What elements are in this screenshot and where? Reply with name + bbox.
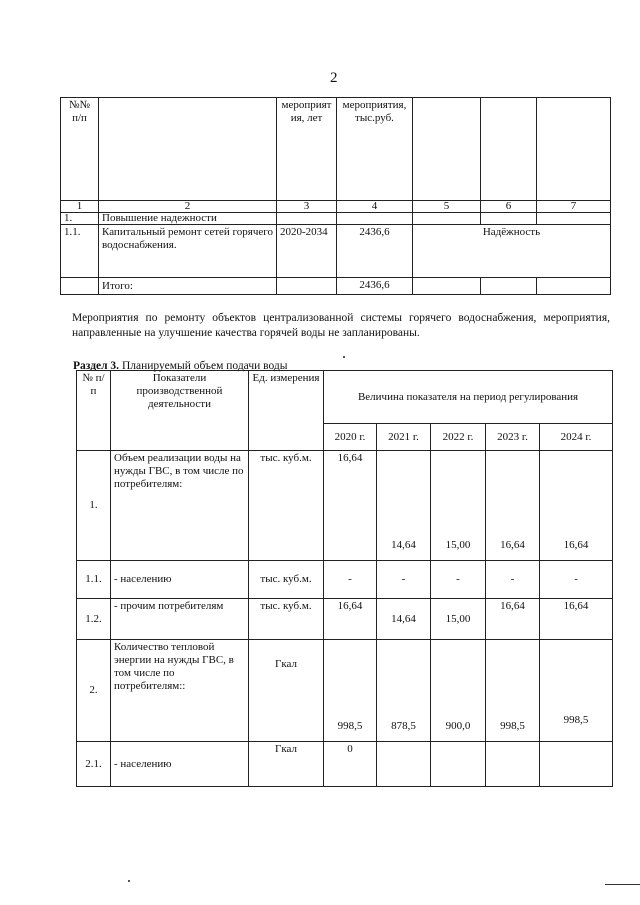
row-value: [431, 742, 486, 787]
table-row: [77, 742, 613, 787]
scan-speck: [343, 356, 345, 358]
total-cost: 2436,6: [337, 278, 413, 295]
row-value: -: [431, 561, 486, 599]
row-value: 998,5: [324, 640, 377, 742]
header-period: Величина показателя на период регулирования: [324, 371, 613, 424]
row-value: -: [486, 561, 540, 599]
row-cost: 2436,6: [337, 225, 413, 278]
row-value: -: [324, 561, 377, 599]
row-value: 878,5: [377, 640, 431, 742]
row-value: 16,64: [486, 451, 540, 561]
table-row: [77, 561, 613, 599]
row-value: [486, 742, 540, 787]
row-value: [540, 742, 613, 787]
table-row: [77, 451, 613, 561]
row-value: 16,64: [486, 599, 540, 640]
col-number: 5: [413, 201, 481, 213]
row-effect: Надёжность: [413, 225, 611, 278]
row-unit: тыс. куб.м.: [249, 561, 324, 599]
col-number: 4: [337, 201, 413, 213]
measures-table: [60, 97, 611, 295]
row-num: 1.: [61, 213, 99, 225]
col-number: 6: [481, 201, 537, 213]
row-unit: Гкал: [249, 640, 324, 742]
year-header: 2022 г.: [431, 424, 486, 451]
col-number: 2: [99, 201, 277, 213]
col-number: 1: [61, 201, 99, 213]
row-num: 1.: [77, 451, 111, 561]
row-name: - населению: [111, 561, 249, 599]
scan-edge-mark: [605, 884, 640, 885]
section-label: Раздел 3.: [73, 360, 120, 372]
table-row: [77, 640, 613, 742]
row-num: 2.: [77, 640, 111, 742]
row-value: 998,5: [486, 640, 540, 742]
row-num: 1.1.: [61, 225, 99, 278]
table-row: [77, 599, 613, 640]
year-header: 2023 г.: [486, 424, 540, 451]
scan-speck: [128, 880, 130, 882]
header-num: № п/п: [77, 371, 111, 451]
row-num: 2.1.: [77, 742, 111, 787]
row-value: 16,64: [540, 451, 613, 561]
paragraph-text: Мероприятия по ремонту объектов централизованной системы горячего водоснабжения, мероприятия, направленные на улучшение качества горячей воды не запланированы.: [72, 312, 610, 339]
row-unit: Гкал: [249, 742, 324, 787]
col-number: 7: [537, 201, 611, 213]
row-name: - прочим потребителям: [111, 599, 249, 640]
row-value: 15,00: [431, 599, 486, 640]
row-value: 0: [324, 742, 377, 787]
row-num: 1.1.: [77, 561, 111, 599]
row-name: - населению: [111, 742, 249, 787]
page-number: 2: [330, 70, 338, 86]
section-title: Планируемый объем подачи воды: [121, 360, 288, 372]
year-header: 2021 г.: [377, 424, 431, 451]
row-value: 14,64: [377, 451, 431, 561]
row-period: 2020-2034: [277, 225, 337, 278]
row-unit: тыс. куб.м.: [249, 451, 324, 561]
header-col7: [537, 98, 611, 201]
row-value: [377, 742, 431, 787]
row-name: Повышение надежности: [99, 213, 277, 225]
row-value: 15,00: [431, 451, 486, 561]
header-col6: [481, 98, 537, 201]
header-name: [99, 98, 277, 201]
header-col5: [413, 98, 481, 201]
header-indicator: Показатели производственной деятельности: [111, 371, 249, 451]
year-header: 2020 г.: [324, 424, 377, 451]
row-value: -: [540, 561, 613, 599]
row-value: 900,0: [431, 640, 486, 742]
row-value: 16,64: [324, 599, 377, 640]
row-value: 16,64: [324, 451, 377, 561]
row-value: -: [377, 561, 431, 599]
header-period: мероприят ия, лет: [277, 98, 337, 201]
row-value: 998,5: [540, 640, 613, 742]
header-cost: мероприятия, тыс.руб.: [337, 98, 413, 201]
header-num: №№ п/п: [61, 98, 99, 201]
year-header: 2024 г.: [540, 424, 613, 451]
header-unit: Ед. измерения: [249, 371, 324, 451]
row-num: 1.2.: [77, 599, 111, 640]
row-name: Капитальный ремонт сетей горячего водоснабжения.: [99, 225, 277, 278]
supply-volume-table: [76, 370, 613, 787]
row-unit: тыс. куб.м.: [249, 599, 324, 640]
row-value: 16,64: [540, 599, 613, 640]
row-value: 14,64: [377, 599, 431, 640]
row-name: Количество тепловой энергии на нужды ГВС, в том числе по потребителям::: [111, 640, 249, 742]
total-label: Итого:: [99, 278, 277, 295]
col-number: 3: [277, 201, 337, 213]
row-name: Объем реализации воды на нужды ГВС, в том числе по потребителям:: [111, 451, 249, 561]
